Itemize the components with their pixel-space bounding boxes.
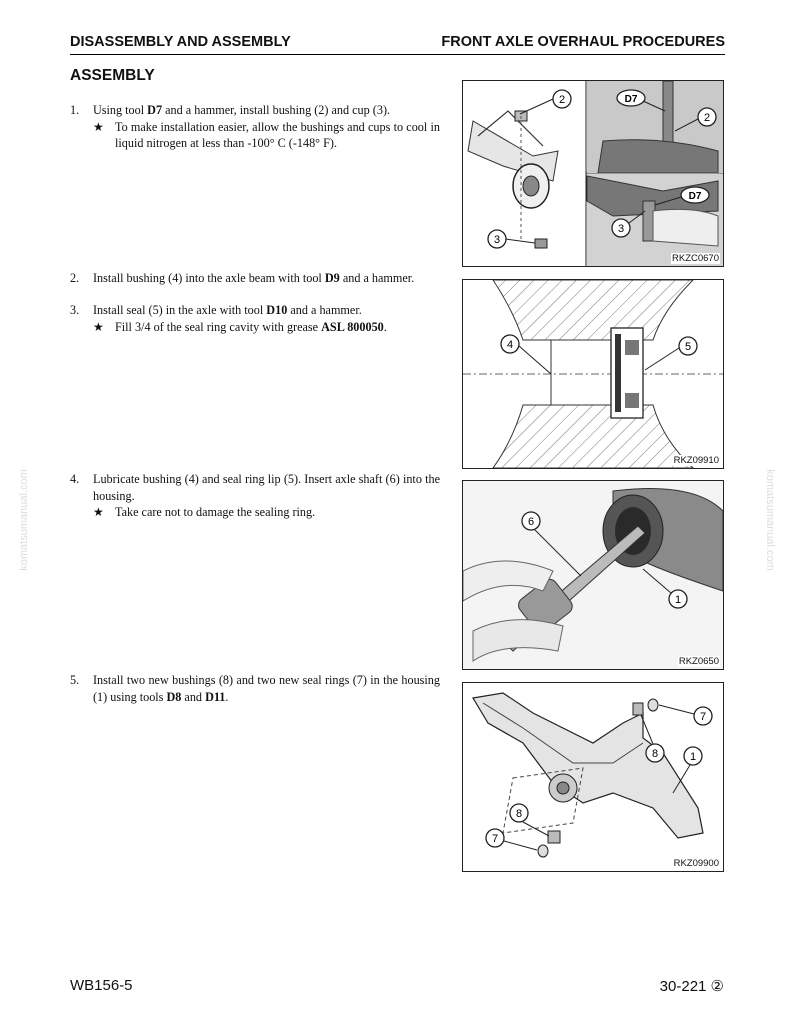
step-number: 2.	[70, 271, 80, 285]
callout: 1	[689, 751, 697, 763]
step-number: 5.	[70, 673, 80, 687]
step-number: 1.	[70, 103, 80, 117]
page-header	[70, 34, 725, 55]
figure-1-illustration	[463, 81, 723, 266]
step-text: Install seal (5) in the axle with tool D10 and a hammer.	[93, 303, 362, 317]
callout: 3	[493, 234, 501, 246]
step-text: Using tool D7 and a hammer, install bushing (2) and cup (3).	[93, 103, 391, 117]
callout: 2	[558, 94, 566, 106]
figure-code: RKZ09910	[673, 455, 719, 466]
callout: 4	[506, 339, 514, 351]
callout: 6	[527, 516, 535, 528]
header-left: DISASSEMBLY AND ASSEMBLY	[70, 34, 291, 50]
step-text: Lubricate bushing (4) and seal ring lip (5). Insert axle shaft (6) into the housing.	[93, 472, 440, 503]
footer-page-number: 30-221 ②	[659, 978, 724, 995]
step-text: Install two new bushings (8) and two new seal rings (7) in the housing (1) using tools D8 and D11.	[93, 673, 440, 704]
step-4	[70, 471, 440, 521]
callout: 7	[699, 711, 707, 723]
step-number: 4.	[70, 472, 80, 486]
figure-code: RKZC0670	[672, 253, 719, 264]
watermark-right: komatsumanual.com	[764, 469, 776, 571]
section-title: ASSEMBLY	[70, 67, 155, 84]
footer-model: WB156-5	[70, 977, 133, 994]
callout: 2	[703, 112, 711, 124]
callout: 7	[491, 833, 499, 845]
figure-4-illustration	[463, 683, 723, 871]
figure-code: RKZ0650	[678, 656, 719, 667]
step-note: ★ To make installation easier, allow the bushings and cups to cool in liquid nitrogen at less than -100° C (-148° F).	[93, 119, 440, 150]
watermark-left: komatsumanual.com	[18, 469, 30, 571]
callout: 8	[515, 808, 523, 820]
step-note: ★ Take care not to damage the sealing ring.	[93, 505, 316, 519]
step-2	[70, 270, 440, 287]
step-text: Install bushing (4) into the axle beam with tool D9 and a hammer.	[93, 271, 415, 285]
step-3	[70, 302, 440, 335]
step-number: 3.	[70, 303, 80, 317]
star-icon: ★	[93, 119, 104, 134]
callout: 3	[617, 223, 625, 235]
figure-bushing-install	[462, 80, 724, 267]
step-note: ★ Fill 3/4 of the seal ring cavity with grease ASL 800050.	[93, 319, 387, 334]
star-icon: ★	[93, 319, 104, 334]
figure-2-illustration	[463, 280, 723, 468]
figure-shaft-insert	[462, 480, 724, 670]
callout: 8	[651, 748, 659, 760]
header-right: FRONT AXLE OVERHAUL PROCEDURES	[441, 34, 725, 50]
star-icon: ★	[93, 505, 104, 519]
figure-seal-install	[462, 279, 724, 469]
step-5	[70, 672, 440, 705]
callout: 1	[674, 594, 682, 606]
callout: D7	[624, 94, 638, 105]
callout: D7	[688, 191, 702, 202]
figure-3-illustration	[463, 481, 723, 669]
step-1	[70, 102, 440, 152]
callout: 5	[684, 341, 692, 353]
figure-code: RKZ09900	[673, 858, 719, 869]
figure-housing-bushings	[462, 682, 724, 872]
